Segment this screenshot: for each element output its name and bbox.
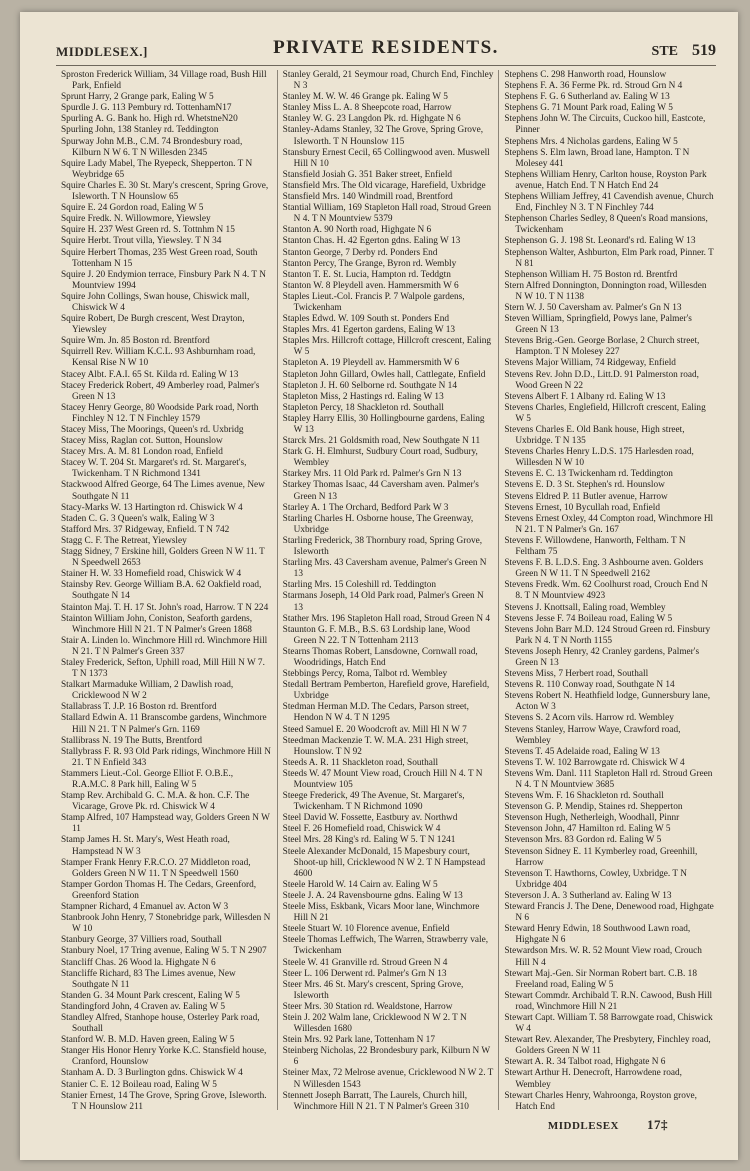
- resident-entry: Squire Charles E. 30 St. Mary's crescent, Spring Grove, Isleworth. T N Hounslow 65: [61, 180, 269, 203]
- resident-entry: Steel F. 26 Homefield road, Chiswick W 4: [282, 824, 441, 835]
- directory-columns: [56, 70, 720, 1110]
- footer-county: MIDDLESEX: [547, 1120, 619, 1132]
- resident-entry: Stapleton Miss, 2 Hastings rd. Ealing W 13: [282, 391, 444, 402]
- resident-entry: Stainsby Rev. George William B.A. 62 Oakfield road, Southgate N 14: [61, 580, 262, 602]
- page-number: 519: [692, 42, 716, 59]
- resident-entry: Steele Stuart W. 10 Florence avenue, Enfield: [282, 924, 450, 935]
- resident-entry: Stephens John W. The Circuits, Cuckoo hill, Eastcote, Pinner: [504, 114, 706, 136]
- resident-entry: Steele Alexander McDonald, 15 Mapesbury court, Shoot-up hill, Cricklewood N W 2. T N Hampstead 4600: [282, 846, 486, 879]
- resident-entry: Stallard Edwin A. 11 Branscombe gardens, Winchmore Hill N 21. T N Palmer's Grn. 1169: [61, 713, 267, 735]
- resident-entry: Stearns Thomas Robert, Lansdowne, Cornwall road, Woodridings, Hatch End: [282, 646, 478, 668]
- resident-entry: Stanton A. 90 North road, Highgate N 6: [282, 225, 432, 236]
- resident-entry: Stammers Lieut.-Col. George Elliot F. O.B.E., R.A.M.C. 8 Park hill, Ealing W 5: [61, 768, 234, 790]
- resident-entry: Stevens Charles Henry L.D.S. 175 Harlesden road, Willesden N W 10: [504, 447, 694, 469]
- resident-entry: Stephens F. A. 36 Ferme Pk. rd. Stroud Grn N 4: [504, 81, 683, 92]
- resident-entry: Stevenson John, 47 Hamilton rd. Ealing W 5: [504, 824, 671, 835]
- resident-entry: Squire Wm. Jn. 85 Boston rd. Brentford: [61, 336, 210, 347]
- resident-entry: Stanbury Noel, 17 Tring avenue, Ealing W 5. T N 2907: [61, 946, 267, 957]
- resident-entry: Stewardson Mrs. W. R. 52 Mount View road, Crouch Hill N 4: [504, 946, 702, 968]
- resident-entry: Stanley W. G. 23 Langdon Pk. rd. Highgate N 6: [282, 114, 461, 125]
- resident-entry: Sprunt Harry, 2 Grange park, Ealing W 5: [61, 92, 214, 103]
- resident-entry: Stewart Capt. William T. 58 Barrowgate road, Chiswick W 4: [504, 1012, 713, 1035]
- resident-entry: Steer Mrs. 30 Station rd. Wealdstone, Harrow: [282, 1001, 453, 1012]
- resident-entry: Stevens T. W. 102 Barrowgate rd. Chiswick W 4: [504, 757, 685, 768]
- resident-entry: Stallibrass N. 19 The Butts, Brentford: [61, 735, 203, 746]
- resident-entry: Stein Mrs. 92 Park lane, Tottenham N 17: [282, 1035, 435, 1046]
- resident-entry: Stallybrass F. R. 93 Old Park ridings, Winchmore Hill N 21. T N Enfield 343: [61, 746, 271, 768]
- resident-entry: Starling Charles H. Osborne house, The Greenway, Uxbridge: [282, 513, 474, 535]
- resident-entry: Stapleton John Gillard, Owles hall, Cattlegate, Enfield: [282, 369, 486, 380]
- resident-entry: Stephens G. 71 Mount Park road, Ealing W 5: [504, 103, 673, 114]
- resident-entry: Stevens Brig.-Gen. George Borlase, 2 Church street, Hampton. T N Molesey 227: [504, 336, 700, 358]
- header-rule: [56, 65, 716, 66]
- resident-entry: Stevens Eldred P. 11 Butler avenue, Harrow: [504, 491, 668, 502]
- resident-entry: Squire Robert, De Burgh crescent, West Drayton, Yiewsley: [61, 314, 245, 336]
- resident-entry: Steele J. A. 24 Ravensbourne gdns. Ealing W 13: [282, 890, 463, 901]
- resident-entry: Stanton Percy, The Grange, Byron rd. Wembly: [282, 258, 457, 269]
- resident-entry: Stainton William John, Coniston, Seaforth gardens, Winchmore Hill N 21. T N Palmer's Green 1868: [61, 613, 253, 635]
- resident-entry: Steele Thomas Leffwich, The Warren, Strawberry vale, Twickenham: [282, 935, 489, 957]
- resident-entry: Stallabrass T. J.P. 16 Boston rd. Brentford: [61, 702, 217, 713]
- resident-entry: Stanton T. E. St. Lucia, Hampton rd. Teddgtn: [282, 269, 451, 280]
- resident-entry: Stern W. J. 50 Caversham av. Palmer's Gn N 13: [504, 302, 682, 313]
- resident-entry: Stamper Gordon Thomas H. The Cedars, Greenford, Greenford Station: [61, 879, 257, 901]
- resident-entry: Staples Edwd. W. 109 South st. Ponders End: [282, 314, 449, 325]
- resident-entry: Stevens Charles, Englefield, Hillcroft crescent, Ealing W 5: [504, 402, 706, 424]
- resident-entry: Stampner Richard, 4 Emanuel av. Acton W 3: [61, 902, 229, 913]
- resident-entry: Stephens William Jeffrey, 41 Cavendish avenue, Church End, Finchley N 3. T N Finchley 744: [504, 192, 714, 214]
- resident-entry: Stevens E. C. 13 Twickenham rd. Teddington: [504, 469, 673, 480]
- resident-entry: Steer Mrs. 46 St. Mary's crescent, Spring Grove, Isleworth: [282, 979, 464, 1001]
- resident-entry: Stevens J. Knottsall, Ealing road, Wembley: [504, 602, 666, 613]
- resident-entry: Stapleton J. H. 60 Selborne rd. Southgate N 14: [282, 380, 457, 391]
- resident-entry: Stacy-Marks W. 13 Hartington rd. Chiswick W 4: [61, 502, 243, 513]
- resident-entry: Starmans Joseph, 14 Old Park road, Palmer's Green N 13: [282, 591, 484, 613]
- resident-entry: Standley Alfred, Stanhope house, Osterley Park road, Southall: [61, 1012, 260, 1035]
- resident-entry: Squire Fredk. N. Willowmore, Yiewsley: [61, 214, 211, 225]
- resident-entry: Steel Mrs. 28 King's rd. Ealing W 5. T N 1241: [282, 835, 456, 846]
- resident-entry: Steward Francis J. The Dene, Denewood road, Highgate N 6: [504, 902, 714, 924]
- resident-entry: Starling Mrs. 43 Caversham avenue, Palmer's Green N 13: [282, 558, 487, 580]
- resident-entry: Stevens R. 110 Conway road, Southgate N 14: [504, 680, 675, 691]
- resident-entry: Stephenson G. J. 198 St. Leonard's rd. Ealing W 13: [504, 236, 696, 247]
- resident-entry: Stevens S. 2 Acorn vils. Harrow rd. Wembley: [504, 713, 674, 724]
- resident-entry: Stevenson Mrs. 83 Gordon rd. Ealing W 5: [504, 835, 662, 846]
- resident-entry: Starley A. 1 The Orchard, Bedford Park W 3: [282, 502, 449, 513]
- resident-entry: Staples Lieut.-Col. Francis P. 7 Walpole gardens, Twickenham: [282, 291, 465, 313]
- resident-entry: Squire E. 24 Gordon road, Ealing W 5: [61, 203, 204, 214]
- resident-entry: Stevens Ernest, 10 Bycullah road, Enfield: [504, 502, 661, 513]
- resident-entry: Stephenson Walter, Ashburton, Elm Park road, Pinner. T N 81: [504, 247, 714, 269]
- resident-entry: Stanham A. D. 3 Burlington gdns. Chiswick W 4: [61, 1068, 243, 1079]
- resident-entry: Stevens F. Willowdene, Hanworth, Feltham. T N Feltham 75: [504, 535, 686, 558]
- resident-entry: Stevens E. D. 3 St. Stephen's rd. Hounslow: [504, 480, 665, 491]
- resident-entry: Stafford Mrs. 37 Ridgeway, Enfield. T N 742: [61, 524, 230, 535]
- resident-entry: Starkey Thomas Isaac, 44 Caversham aven. Palmer's Green N 13: [282, 480, 479, 502]
- column-3: [498, 70, 720, 1110]
- resident-entry: Steward Henry Edwin, 18 Southwood Lawn road, Highgate N 6: [504, 924, 691, 946]
- resident-entry: Steer L. 106 Derwent rd. Palmer's Grn N 13: [282, 968, 447, 979]
- resident-entry: Stapleton A. 19 Pleydell av. Hammersmith W 6: [282, 358, 460, 369]
- resident-entry: Stanley Gerald, 21 Seymour road, Church End, Finchley N 3: [282, 70, 494, 92]
- page-title: PRIVATE RESIDENTS.: [273, 37, 499, 58]
- resident-entry: Squire H. 237 West Green rd. S. Tottnhm N 15: [61, 225, 235, 236]
- resident-entry: Staley Frederick, Sefton, Uphill road, Mill Hill N W 7. T N 1373: [61, 657, 265, 680]
- resident-entry: Stamp Rev. Archibald G. C. M.A. & hon. C.F. The Vicarage, Grove Pk. rd. Chiswick W 4: [61, 791, 250, 813]
- resident-entry: Stacey Miss, Raglan cot. Sutton, Hounslow: [61, 436, 223, 447]
- resident-entry: Spurway John M.B., C.M. 74 Brondesbury road, Kilburn N W 6. T N Willesden 2345: [61, 136, 243, 158]
- resident-entry: Stalkart Marmaduke William, 2 Dawlish road, Cricklewood N W 2: [61, 680, 234, 702]
- resident-entry: Stagg Sidney, 7 Erskine hill, Golders Green N W 11. T N Speedwell 2653: [61, 547, 265, 569]
- resident-entry: Stevens Wm. Danl. 111 Stapleton Hall rd. Stroud Green N 4. T N Mountview 3685: [504, 768, 713, 790]
- resident-entry: Spurling John, 138 Stanley rd. Teddington: [61, 125, 219, 136]
- resident-entry: Stacey Mrs. A. M. 81 London road, Enfield: [61, 447, 223, 458]
- resident-entry: Staunton G. F. M.B., B.S. 63 Lordship lane, Wood Green N 22. T N Tottenham 2113: [282, 624, 471, 646]
- resident-entry: Stevens Rev. John D.D., Litt.D. 91 Palmerston road, Wood Green N 22: [504, 369, 699, 391]
- header-name-range: STE: [651, 44, 678, 59]
- resident-entry: Standen G. 34 Mount Park crescent, Ealing W 5: [61, 990, 240, 1001]
- resident-entry: Spurdle J. G. 113 Pembury rd. TottenhamN17: [61, 103, 232, 114]
- resident-entry: Stewart Arthur H. Denecroft, Harrowdene road, Wembley: [504, 1068, 682, 1090]
- resident-entry: Steeds A. R. 11 Shackleton road, Southall: [282, 757, 439, 768]
- directory-page: [20, 12, 738, 1160]
- resident-entry: Stark G. H. Elmhurst, Sudbury Court road, Sudbury, Wembley: [282, 447, 478, 469]
- resident-entry: Starling Frederick, 38 Thornbury road, Spring Grove, Isleworth: [282, 535, 483, 558]
- resident-entry: Squire John Collings, Swan house, Chiswick mall, Chiswick W 4: [61, 291, 250, 313]
- resident-entry: Stantial William, 169 Stapleton Hall road, Stroud Green N 4. T N Mountview 5379: [282, 203, 492, 225]
- resident-entry: Steeds W. 47 Mount View road, Crouch Hill N 4. T N Mountview 105: [282, 768, 483, 790]
- resident-entry: Stewart Commdr. Archibald T. R.N. Cawood, Bush Hill road, Winchmore Hill N 21: [504, 990, 713, 1012]
- resident-entry: Stennett Joseph Barratt, The Laurels, Church hill, Winchmore Hill N 21. T N Palmer's Green 310: [282, 1090, 469, 1110]
- resident-entry: Stevens Charles E. Old Bank house, High street, Uxbridge. T N 135: [504, 425, 685, 447]
- resident-entry: Stevens Major William, 74 Ridgeway, Enfield: [504, 358, 676, 369]
- resident-entry: Stevenson G. P. Mendip, Staines rd. Shepperton: [504, 802, 683, 813]
- footer-signature: 17‡: [647, 1117, 668, 1132]
- resident-entry: Steiner Max, 72 Melrose avenue, Cricklewood N W 2. T N Willesden 1543: [282, 1068, 494, 1090]
- resident-entry: Stansfield Mrs. The Old vicarage, Harefield, Uxbridge: [282, 180, 486, 191]
- resident-entry: Steele Harold W. 14 Cairn av. Ealing W 5: [282, 879, 438, 890]
- resident-entry: Stamp James H. St. Mary's, West Heath road, Hampstead N W 3: [61, 835, 230, 857]
- resident-entry: Steedman Mackenzie T. W. M.A. 231 High street, Hounslow. T N 92: [282, 735, 469, 757]
- resident-entry: Starck Mrs. 21 Goldsmith road, New Southgate N 11: [282, 436, 481, 447]
- resident-entry: Steele W. 41 Granville rd. Stroud Green N 4: [282, 957, 448, 968]
- resident-entry: Squire Herbert Thomas, 235 West Green road, South Tottenham N 15: [61, 247, 258, 269]
- resident-entry: Stephens S. Elm lawn, Broad lane, Hampton. T N Molesey 441: [504, 147, 690, 169]
- resident-entry: Stanier C. E. 12 Boileau road, Ealing W 5: [61, 1079, 217, 1090]
- resident-entry: Stair A. Linden lo. Winchmore Hill rd. Winchmore Hill N 21. T N Palmer's Green 337: [61, 635, 268, 657]
- resident-entry: Stevens Jesse F. 74 Boileau road, Ealing W 5: [504, 613, 673, 624]
- resident-entry: Stanton W. 8 Pleydell aven. Hammersmith W 6: [282, 280, 459, 291]
- resident-entry: Stacey Henry George, 80 Woodside Park road, North Finchley N 12. T N Finchley 1579: [61, 402, 259, 424]
- resident-entry: Stanbury George, 37 Villiers road, Southall: [61, 935, 222, 946]
- resident-entry: Stackwood Alfred George, 64 The Limes avenue, New Southgate N 11: [61, 480, 265, 502]
- resident-entry: Stephens C. 298 Hanworth road, Hounslow: [504, 70, 667, 80]
- resident-entry: Squire J. 20 Endymion terrace, Finsbury Park N 4. T N Mountview 1994: [61, 269, 266, 291]
- resident-entry: Stacey Frederick Robert, 49 Amberley road, Palmer's Green N 13: [61, 380, 260, 402]
- resident-entry: Stapley Harry Ellis, 30 Hollingbourne gardens, Ealing W 13: [282, 413, 485, 435]
- resident-entry: Steed Samuel E. 20 Woodcroft av. Mill Hl N W 7: [282, 724, 467, 735]
- resident-entry: Stagg C. F. The Retreat, Yiewsley: [61, 535, 187, 546]
- resident-entry: Stather Mrs. 196 Stapleton Hall road, Stroud Green N 4: [282, 613, 491, 624]
- resident-entry: Stevens F. B. L.D.S. Eng. 3 Ashbourne aven. Golders Green N W 11. T N Speedwell 2162: [504, 558, 704, 580]
- resident-entry: Stacey Albt. F.A.I. 65 St. Kilda rd. Ealing W 13: [61, 369, 239, 380]
- resident-entry: Steven William, Springfield, Powys lane, Palmer's Green N 13: [504, 314, 692, 336]
- resident-entry: Stevens Albert F. 1 Albany rd. Ealing W 13: [504, 391, 666, 402]
- resident-entry: Stevens Miss, 7 Herbert road, Southall: [504, 669, 649, 680]
- resident-entry: Stephenson William H. 75 Boston rd. Brentfrd: [504, 269, 678, 280]
- resident-entry: Stanton Chas. H. 42 Egerton gdns. Ealing W 13: [282, 236, 461, 247]
- resident-entry: Stacey Miss, The Moorings, Queen's rd. Uxbridg: [61, 425, 244, 435]
- page-header: [56, 36, 716, 62]
- resident-entry: Stansfield Josiah G. 351 Baker street, Enfield: [282, 169, 453, 180]
- resident-entry: Stevens T. 45 Adelaide road, Ealing W 13: [504, 746, 660, 757]
- resident-entry: Stevenson Sidney E. 11 Kymberley road, Greenhill, Harrow: [504, 846, 698, 868]
- resident-entry: Squire Lady Mabel, The Ryepeck, Shepperton. T N Weybridge 65: [61, 158, 253, 180]
- resident-entry: Stainton Maj. T. H. 17 St. John's road, Harrow. T N 224: [61, 602, 269, 613]
- resident-entry: Steege Frederick, 49 The Avenue, St. Margaret's, Twickenham. T N Richmond 1090: [282, 791, 465, 813]
- resident-entry: Stanger His Honor Henry Yorke K.C. Stansfield house, Cranford, Hounslow: [61, 1046, 267, 1068]
- resident-entry: Stamper Frank Henry F.R.C.O. 27 Middleton road, Golders Green N W 11. T N Speedwell 1560: [61, 857, 251, 879]
- resident-entry: Stevens John Barr M.D. 124 Stroud Green rd. Finsbury Park N 4. T N North 1155: [504, 624, 711, 646]
- resident-entry: Staples Mrs. 41 Egerton gardens, Ealing W 13: [282, 325, 456, 336]
- resident-entry: Stanley M. W. W. 46 Grange pk. Ealing W 5: [282, 92, 448, 103]
- resident-entry: Stedall Bertram Pemberton, Harefield grove, Harefield, Uxbridge: [282, 680, 490, 702]
- resident-entry: Stapleton Percy, 18 Shackleton rd. Southall: [282, 402, 444, 413]
- resident-entry: Standingford John, 4 Craven av. Ealing W 5: [61, 1001, 226, 1012]
- resident-entry: Starling Mrs. 15 Coleshill rd. Teddington: [282, 580, 437, 591]
- resident-entry: Stephens Mrs. 4 Nicholas gardens, Ealing W 5: [504, 136, 678, 147]
- resident-entry: Stephenson Charles Sedley, 8 Queen's Road mansions, Twickenham: [504, 214, 708, 236]
- resident-entry: Steele Miss, Eskbank, Vicars Moor lane, Winchmore Hill N 21: [282, 902, 480, 924]
- resident-entry: Stedman Herman M.D. The Cedars, Parson street, Hendon N W 4. T N 1295: [282, 702, 469, 724]
- resident-entry: Stevens Joseph Henry, 42 Cranley gardens, Palmer's Green N 13: [504, 646, 700, 668]
- resident-entry: Stancliff Chas. 26 Wood la. Highgate N 6: [61, 957, 216, 968]
- resident-entry: Stanier Ernest, 14 The Grove, Spring Grove, Isleworth. T N Hounslow 211: [61, 1090, 267, 1110]
- resident-entry: Stewart Charles Henry, Wahroonga, Royston grove, Hatch End: [504, 1090, 697, 1110]
- header-range: [652, 42, 716, 60]
- resident-entry: Stanbrook John Henry, 7 Stonebridge park, Willesden N W 10: [61, 913, 271, 935]
- resident-entry: Stanford W. B. M.D. Haven green, Ealing W 5: [61, 1035, 235, 1046]
- resident-entry: Stevenson T. Hawthorns, Cowley, Uxbridge. T N Uxbridge 404: [504, 868, 687, 890]
- resident-entry: Stebbings Percy, Roma, Talbot rd. Wembley: [282, 669, 448, 680]
- resident-entry: Stansbury Ernest Cecil, 65 Collingwood aven. Muswell Hill N 10: [282, 147, 490, 169]
- resident-entry: Stein J. 202 Walm lane, Cricklewood N W 2. T N Willesden 1680: [282, 1012, 467, 1035]
- resident-entry: Stevens Wm. F. 16 Shackleton rd. Southall: [504, 791, 664, 802]
- resident-entry: Stephens F. G. 6 Sutherland av. Ealing W 13: [504, 92, 670, 103]
- resident-entry: Steinberg Nicholas, 22 Brondesbury park, Kilburn N W 6: [282, 1046, 491, 1068]
- resident-entry: Stern Alfred Donnington, Donnington road, Willesden N W 10. T N 1138: [504, 280, 707, 302]
- resident-entry: Staples Mrs. Hillcroft cottage, Hillcroft crescent, Ealing W 5: [282, 336, 492, 358]
- column-1: [56, 70, 277, 1110]
- resident-entry: Stevens Robert N. Heathfield lodge, Gunnersbury lane, Acton W 3: [504, 691, 711, 713]
- column-2: [277, 70, 499, 1110]
- resident-entry: Stanley Miss L. A. 8 Sheepcote road, Harrow: [282, 103, 452, 114]
- header-county: MIDDLESEX.]: [56, 44, 148, 59]
- resident-entry: Stewart A. R. 34 Talbot road, Highgate N 6: [504, 1057, 666, 1068]
- resident-entry: Stewart Rev. Alexander, The Presbytery, Finchley road, Golders Green N W 11: [504, 1035, 711, 1057]
- resident-entry: Squire Herbt. Trout villa, Yiewsley. T N 34: [61, 236, 222, 247]
- resident-entry: Stanley-Adams Stanley, 32 The Grove, Spring Grove, Isleworth. T N Hounslow 115: [282, 125, 484, 147]
- resident-entry: Stephens William Henry, Carlton house, Royston Park avenue, Hatch End. T N Hatch End 24: [504, 169, 707, 191]
- resident-entry: Squirrell Rev. William K.C.L. 93 Ashburnham road, Kensal Rise N W 10: [61, 347, 256, 369]
- resident-entry: Stanton George, 7 Derby rd. Ponders End: [282, 247, 438, 258]
- resident-entry: Steel David W. Fossette, Eastbury av. Northwd: [282, 813, 458, 824]
- resident-entry: Stainer H. W. 33 Homefield road, Chiswick W 4: [61, 569, 242, 580]
- resident-entry: Steverson J. A. 3 Sutherland av. Ealing W 13: [504, 890, 672, 901]
- resident-entry: Stevens Stanley, Harrow Waye, Crawford road, Wembley: [504, 724, 681, 746]
- resident-entry: Stamp Alfred, 107 Hampstead way, Golders Green N W 11: [61, 813, 270, 835]
- resident-entry: Starkey Mrs. 11 Old Park rd. Palmer's Grn N 13: [282, 469, 462, 480]
- resident-entry: Spurling A. G. Bank ho. High rd. WhetstneN20: [61, 114, 238, 125]
- resident-entry: Stansfield Mrs. 140 Windmill road, Brentford: [282, 192, 453, 203]
- resident-entry: Stevens Fredk. Wm. 62 Coolhurst road, Crouch End N 8. T N Mountview 4923: [504, 580, 708, 602]
- resident-entry: Stevens Ernest Oxley, 44 Compton road, Winchmore Hl N 21. T N Palmer's Gn. 167: [504, 513, 714, 535]
- resident-entry: Sproston Frederick William, 34 Village road, Bush Hill Park, Enfield: [61, 70, 267, 92]
- page-footer: [548, 1117, 668, 1133]
- resident-entry: Staden C. G. 3 Queen's walk, Ealing W 3: [61, 513, 215, 524]
- resident-entry: Stewart Maj.-Gen. Sir Norman Robert bart. C.B. 18 Freeland road, Ealing W 5: [504, 968, 697, 990]
- resident-entry: Stevenson Hugh, Netherleigh, Woodhall, Pinnr: [504, 813, 680, 824]
- resident-entry: Stancliffe Richard, 83 The Limes avenue, New Southgate N 11: [61, 968, 236, 990]
- resident-entry: Stacey W. T. 204 St. Margaret's rd. St. Margaret's, Twickenham. T N Richmond 1341: [61, 458, 247, 480]
